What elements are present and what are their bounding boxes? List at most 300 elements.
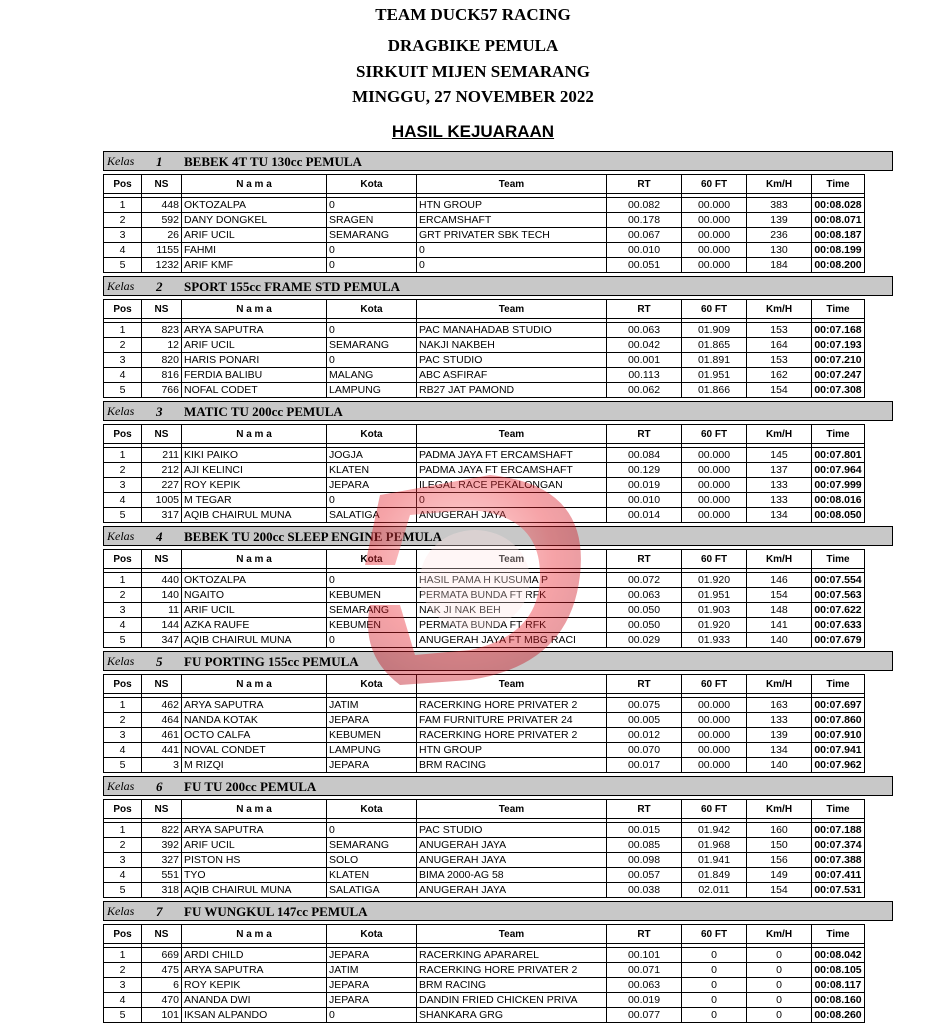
cell-nama: FAHMI — [182, 243, 327, 258]
cell-60ft: 00.000 — [682, 698, 747, 713]
class-number: 3 — [156, 404, 163, 419]
cell-nama: TYO — [182, 868, 327, 883]
cell-team: 0 — [417, 493, 607, 508]
cell-kmh: 139 — [747, 213, 812, 228]
event-category-title: DRAGBIKE PEMULA — [387, 36, 559, 55]
cell-60ft: 01.891 — [682, 353, 747, 368]
cell-kmh: 150 — [747, 838, 812, 853]
cell-kota: JATIM — [327, 698, 417, 713]
cell-time: 00:08.117 — [812, 978, 865, 993]
table-header-row — [104, 925, 865, 944]
table-row — [104, 198, 865, 213]
cell-time: 00:07.622 — [812, 603, 865, 618]
column-header-nama: N a m a — [182, 550, 327, 569]
cell-kmh: 153 — [747, 323, 812, 338]
class-header-bar — [103, 776, 893, 796]
cell-ns: 441 — [142, 743, 182, 758]
cell-nama: AJI KELINCI — [182, 463, 327, 478]
cell-time: 00:07.374 — [812, 838, 865, 853]
cell-kota: 0 — [327, 573, 417, 588]
results-table — [103, 299, 865, 398]
cell-team: PERMATA BUNDA FT RFK — [417, 618, 607, 633]
class-title: FU WUNGKUL 147cc PEMULA — [184, 904, 368, 919]
results-table — [103, 424, 865, 523]
table-row — [104, 508, 865, 523]
cell-time: 00:07.308 — [812, 383, 865, 398]
cell-nama: ARIF UCIL — [182, 603, 327, 618]
cell-team: ANUGERAH JAYA FT MBG RACI — [417, 633, 607, 648]
cell-time: 00:08.105 — [812, 963, 865, 978]
cell-kmh: 149 — [747, 868, 812, 883]
cell-team: RACERKING APARAREL — [417, 948, 607, 963]
cell-time: 00:07.941 — [812, 743, 865, 758]
cell-team: PAC MANAHADAB STUDIO — [417, 323, 607, 338]
column-header-60ft: 60 FT — [682, 675, 747, 694]
cell-kota: SOLO — [327, 853, 417, 868]
cell-rt: 00.051 — [607, 258, 682, 273]
class-header-bar — [103, 401, 893, 421]
cell-60ft: 00.000 — [682, 713, 747, 728]
table-header-row — [104, 425, 865, 444]
table-row — [104, 448, 865, 463]
cell-kota: JEPARA — [327, 713, 417, 728]
column-header-kmh: Km/H — [747, 300, 812, 319]
class-header-bar — [103, 276, 893, 296]
cell-kmh: 0 — [747, 993, 812, 1008]
table-row — [104, 493, 865, 508]
table-row — [104, 993, 865, 1008]
cell-team: BRM RACING — [417, 758, 607, 773]
cell-rt: 00.017 — [607, 758, 682, 773]
cell-kota: JEPARA — [327, 993, 417, 1008]
cell-kmh: 133 — [747, 713, 812, 728]
class-title: BEBEK TU 200cc SLEEP ENGINE PEMULA — [184, 529, 442, 544]
cell-rt: 00.010 — [607, 243, 682, 258]
cell-pos: 4 — [104, 618, 142, 633]
cell-kmh: 134 — [747, 743, 812, 758]
cell-pos: 3 — [104, 603, 142, 618]
cell-team: PADMA JAYA FT ERCAMSHAFT — [417, 448, 607, 463]
cell-60ft: 00.000 — [682, 743, 747, 758]
cell-time: 00:07.962 — [812, 758, 865, 773]
column-header-ns: NS — [142, 925, 182, 944]
cell-ns: 1155 — [142, 243, 182, 258]
table-row — [104, 258, 865, 273]
cell-60ft: 01.909 — [682, 323, 747, 338]
column-header-time: Time — [812, 300, 865, 319]
class-section — [103, 776, 893, 898]
cell-nama: NGAITO — [182, 588, 327, 603]
cell-pos: 1 — [104, 323, 142, 338]
cell-time: 00:07.999 — [812, 478, 865, 493]
cell-team: ANUGERAH JAYA — [417, 838, 607, 853]
cell-ns: 464 — [142, 713, 182, 728]
cell-nama: NANDA KOTAK — [182, 713, 327, 728]
cell-team: RB27 JAT PAMOND — [417, 383, 607, 398]
cell-kmh: 383 — [747, 198, 812, 213]
cell-kmh: 145 — [747, 448, 812, 463]
cell-pos: 3 — [104, 728, 142, 743]
cell-ns: 211 — [142, 448, 182, 463]
cell-kota: JEPARA — [327, 478, 417, 493]
cell-nama: ARIF UCIL — [182, 338, 327, 353]
cell-ns: 823 — [142, 323, 182, 338]
cell-kmh: 154 — [747, 883, 812, 898]
table-row — [104, 853, 865, 868]
cell-time: 00:08.260 — [812, 1008, 865, 1023]
table-row — [104, 478, 865, 493]
cell-kmh: 153 — [747, 353, 812, 368]
results-table — [103, 174, 865, 273]
cell-60ft: 01.849 — [682, 868, 747, 883]
cell-ns: 140 — [142, 588, 182, 603]
cell-pos: 1 — [104, 198, 142, 213]
cell-time: 00:08.016 — [812, 493, 865, 508]
class-label: Kelas — [107, 154, 135, 168]
table-row — [104, 338, 865, 353]
cell-team: DANDIN FRIED CHICKEN PRIVA — [417, 993, 607, 1008]
cell-time: 00:07.679 — [812, 633, 865, 648]
cell-kmh: 162 — [747, 368, 812, 383]
cell-rt: 00.057 — [607, 868, 682, 883]
cell-rt: 00.070 — [607, 743, 682, 758]
cell-pos: 2 — [104, 588, 142, 603]
table-row — [104, 698, 865, 713]
cell-pos: 1 — [104, 948, 142, 963]
cell-ns: 462 — [142, 698, 182, 713]
cell-pos: 5 — [104, 383, 142, 398]
cell-60ft: 00.000 — [682, 758, 747, 773]
cell-rt: 00.129 — [607, 463, 682, 478]
cell-kmh: 156 — [747, 853, 812, 868]
column-header-team: Team — [417, 800, 607, 819]
cell-team: HTN GROUP — [417, 743, 607, 758]
cell-kmh: 137 — [747, 463, 812, 478]
cell-time: 00:07.801 — [812, 448, 865, 463]
column-header-60ft: 60 FT — [682, 550, 747, 569]
cell-team: RACERKING HORE PRIVATER 2 — [417, 963, 607, 978]
column-header-rt: RT — [607, 550, 682, 569]
column-header-kmh: Km/H — [747, 175, 812, 194]
column-header-nama: N a m a — [182, 675, 327, 694]
cell-60ft: 0 — [682, 1008, 747, 1023]
table-row — [104, 573, 865, 588]
cell-time: 00:08.042 — [812, 948, 865, 963]
cell-nama: ROY KEPIK — [182, 978, 327, 993]
class-number: 5 — [156, 654, 163, 669]
event-venue-title: SIRKUIT MIJEN SEMARANG — [356, 62, 590, 81]
cell-kota: 0 — [327, 633, 417, 648]
cell-pos: 5 — [104, 883, 142, 898]
cell-kota: 0 — [327, 258, 417, 273]
cell-time: 00:08.050 — [812, 508, 865, 523]
cell-rt: 00.178 — [607, 213, 682, 228]
cell-nama: KIKI PAIKO — [182, 448, 327, 463]
cell-time: 00:07.697 — [812, 698, 865, 713]
column-header-kota: Kota — [327, 925, 417, 944]
cell-rt: 00.075 — [607, 698, 682, 713]
column-header-60ft: 60 FT — [682, 175, 747, 194]
cell-time: 00:07.411 — [812, 868, 865, 883]
column-header-ns: NS — [142, 175, 182, 194]
cell-time: 00:07.210 — [812, 353, 865, 368]
cell-pos: 4 — [104, 493, 142, 508]
cell-pos: 1 — [104, 573, 142, 588]
table-row — [104, 838, 865, 853]
cell-team: NAKJI NAKBEH — [417, 338, 607, 353]
column-header-kota: Kota — [327, 800, 417, 819]
cell-kota: 0 — [327, 243, 417, 258]
table-row — [104, 758, 865, 773]
cell-rt: 00.085 — [607, 838, 682, 853]
cell-kmh: 139 — [747, 728, 812, 743]
cell-pos: 3 — [104, 978, 142, 993]
cell-kmh: 160 — [747, 823, 812, 838]
cell-pos: 5 — [104, 758, 142, 773]
cell-ns: 3 — [142, 758, 182, 773]
cell-team: GRT PRIVATER SBK TECH — [417, 228, 607, 243]
cell-time: 00:08.199 — [812, 243, 865, 258]
cell-time: 00:08.187 — [812, 228, 865, 243]
class-label: Kelas — [107, 904, 135, 918]
cell-ns: 820 — [142, 353, 182, 368]
column-header-time: Time — [812, 800, 865, 819]
cell-team: HTN GROUP — [417, 198, 607, 213]
cell-nama: ARYA SAPUTRA — [182, 963, 327, 978]
cell-team: ILEGAL RACE PEKALONGAN — [417, 478, 607, 493]
cell-nama: AQIB CHAIRUL MUNA — [182, 633, 327, 648]
column-header-pos: Pos — [104, 800, 142, 819]
column-header-rt: RT — [607, 300, 682, 319]
results-table — [103, 924, 865, 1023]
cell-time: 00:07.554 — [812, 573, 865, 588]
column-header-pos: Pos — [104, 425, 142, 444]
cell-team: SHANKARA GRG — [417, 1008, 607, 1023]
cell-ns: 551 — [142, 868, 182, 883]
column-header-kmh: Km/H — [747, 800, 812, 819]
cell-pos: 2 — [104, 463, 142, 478]
cell-ns: 12 — [142, 338, 182, 353]
table-row — [104, 823, 865, 838]
cell-pos: 3 — [104, 853, 142, 868]
cell-ns: 461 — [142, 728, 182, 743]
table-row — [104, 883, 865, 898]
cell-60ft: 0 — [682, 963, 747, 978]
cell-ns: 816 — [142, 368, 182, 383]
column-header-kmh: Km/H — [747, 925, 812, 944]
cell-ns: 11 — [142, 603, 182, 618]
cell-nama: AQIB CHAIRUL MUNA — [182, 508, 327, 523]
cell-ns: 327 — [142, 853, 182, 868]
table-row — [104, 323, 865, 338]
cell-60ft: 01.933 — [682, 633, 747, 648]
class-number: 7 — [156, 904, 163, 919]
cell-60ft: 01.920 — [682, 573, 747, 588]
column-header-nama: N a m a — [182, 425, 327, 444]
cell-kota: JEPARA — [327, 978, 417, 993]
column-header-pos: Pos — [104, 675, 142, 694]
table-header-row — [104, 300, 865, 319]
cell-time: 00:07.193 — [812, 338, 865, 353]
cell-60ft: 00.000 — [682, 448, 747, 463]
cell-pos: 2 — [104, 338, 142, 353]
cell-rt: 00.012 — [607, 728, 682, 743]
cell-ns: 669 — [142, 948, 182, 963]
cell-rt: 00.010 — [607, 493, 682, 508]
cell-pos: 4 — [104, 993, 142, 1008]
cell-ns: 212 — [142, 463, 182, 478]
class-section — [103, 526, 893, 648]
cell-ns: 470 — [142, 993, 182, 1008]
cell-pos: 2 — [104, 213, 142, 228]
cell-kota: JATIM — [327, 963, 417, 978]
column-header-team: Team — [417, 175, 607, 194]
cell-60ft: 00.000 — [682, 493, 747, 508]
cell-nama: PISTON HS — [182, 853, 327, 868]
cell-rt: 00.063 — [607, 323, 682, 338]
cell-nama: HARIS PONARI — [182, 353, 327, 368]
class-label: Kelas — [107, 404, 135, 418]
cell-60ft: 01.951 — [682, 588, 747, 603]
cell-60ft: 01.941 — [682, 853, 747, 868]
cell-team: BIMA 2000-AG 58 — [417, 868, 607, 883]
cell-kota: JOGJA — [327, 448, 417, 463]
cell-kmh: 146 — [747, 573, 812, 588]
cell-rt: 00.042 — [607, 338, 682, 353]
cell-nama: ANANDA DWI — [182, 993, 327, 1008]
column-header-ns: NS — [142, 300, 182, 319]
column-header-nama: N a m a — [182, 800, 327, 819]
cell-kmh: 164 — [747, 338, 812, 353]
cell-team: 0 — [417, 258, 607, 273]
cell-rt: 00.001 — [607, 353, 682, 368]
column-header-pos: Pos — [104, 300, 142, 319]
class-title: BEBEK 4T TU 130cc PEMULA — [184, 154, 362, 169]
event-date-title: MINGGU, 27 NOVEMBER 2022 — [352, 87, 594, 106]
column-header-pos: Pos — [104, 925, 142, 944]
cell-nama: ARIF UCIL — [182, 838, 327, 853]
cell-60ft: 01.866 — [682, 383, 747, 398]
cell-team: ABC ASFIRAF — [417, 368, 607, 383]
cell-time: 00:07.860 — [812, 713, 865, 728]
table-row — [104, 243, 865, 258]
cell-kota: LAMPUNG — [327, 743, 417, 758]
table-row — [104, 618, 865, 633]
table-row — [104, 353, 865, 368]
column-header-rt: RT — [607, 175, 682, 194]
class-section — [103, 276, 893, 398]
cell-kota: 0 — [327, 198, 417, 213]
cell-60ft: 00.000 — [682, 728, 747, 743]
table-row — [104, 213, 865, 228]
class-number: 6 — [156, 779, 163, 794]
cell-nama: DANY DONGKEL — [182, 213, 327, 228]
cell-nama: FERDIA BALIBU — [182, 368, 327, 383]
cell-nama: AQIB CHAIRUL MUNA — [182, 883, 327, 898]
cell-nama: ARYA SAPUTRA — [182, 698, 327, 713]
cell-kmh: 163 — [747, 698, 812, 713]
cell-pos: 1 — [104, 698, 142, 713]
cell-kmh: 134 — [747, 508, 812, 523]
cell-ns: 440 — [142, 573, 182, 588]
cell-ns: 475 — [142, 963, 182, 978]
cell-60ft: 01.951 — [682, 368, 747, 383]
cell-team: PERMATA BUNDA FT RFK — [417, 588, 607, 603]
cell-kota: KEBUMEN — [327, 618, 417, 633]
cell-60ft: 0 — [682, 978, 747, 993]
column-header-60ft: 60 FT — [682, 925, 747, 944]
column-header-kota: Kota — [327, 175, 417, 194]
cell-ns: 144 — [142, 618, 182, 633]
cell-kota: SRAGEN — [327, 213, 417, 228]
cell-rt: 00.098 — [607, 853, 682, 868]
cell-time: 00:08.160 — [812, 993, 865, 1008]
cell-team: PADMA JAYA FT ERCAMSHAFT — [417, 463, 607, 478]
cell-ns: 392 — [142, 838, 182, 853]
column-header-time: Time — [812, 425, 865, 444]
cell-kmh: 154 — [747, 588, 812, 603]
results-heading: HASIL KEJUARAAN — [391, 122, 555, 141]
cell-team: ANUGERAH JAYA — [417, 508, 607, 523]
column-header-team: Team — [417, 300, 607, 319]
column-header-team: Team — [417, 550, 607, 569]
cell-rt: 00.029 — [607, 633, 682, 648]
column-header-ns: NS — [142, 800, 182, 819]
cell-kota: JEPARA — [327, 758, 417, 773]
cell-kota: SEMARANG — [327, 338, 417, 353]
cell-ns: 227 — [142, 478, 182, 493]
cell-kmh: 0 — [747, 963, 812, 978]
cell-nama: AZKA RAUFE — [182, 618, 327, 633]
cell-rt: 00.050 — [607, 618, 682, 633]
class-label: Kelas — [107, 779, 135, 793]
table-header-row — [104, 800, 865, 819]
table-header-row — [104, 675, 865, 694]
cell-60ft: 00.000 — [682, 463, 747, 478]
cell-team: ANUGERAH JAYA — [417, 853, 607, 868]
results-table — [103, 549, 865, 648]
cell-ns: 6 — [142, 978, 182, 993]
cell-rt: 00.019 — [607, 478, 682, 493]
cell-kota: 0 — [327, 1008, 417, 1023]
cell-kota: SALATIGA — [327, 883, 417, 898]
column-header-ns: NS — [142, 425, 182, 444]
cell-pos: 3 — [104, 478, 142, 493]
class-section — [103, 651, 893, 773]
cell-kota: LAMPUNG — [327, 383, 417, 398]
cell-time: 00:07.531 — [812, 883, 865, 898]
cell-rt: 00.050 — [607, 603, 682, 618]
cell-rt: 00.014 — [607, 508, 682, 523]
cell-rt: 00.063 — [607, 978, 682, 993]
cell-nama: M TEGAR — [182, 493, 327, 508]
cell-60ft: 00.000 — [682, 243, 747, 258]
cell-time: 00:07.633 — [812, 618, 865, 633]
column-header-team: Team — [417, 925, 607, 944]
cell-ns: 347 — [142, 633, 182, 648]
column-header-kmh: Km/H — [747, 675, 812, 694]
cell-rt: 00.113 — [607, 368, 682, 383]
cell-team: ANUGERAH JAYA — [417, 883, 607, 898]
cell-ns: 318 — [142, 883, 182, 898]
table-row — [104, 868, 865, 883]
cell-nama: ARIF UCIL — [182, 228, 327, 243]
cell-pos: 4 — [104, 243, 142, 258]
cell-time: 00:08.071 — [812, 213, 865, 228]
column-header-kota: Kota — [327, 425, 417, 444]
cell-ns: 26 — [142, 228, 182, 243]
cell-kota: 0 — [327, 323, 417, 338]
